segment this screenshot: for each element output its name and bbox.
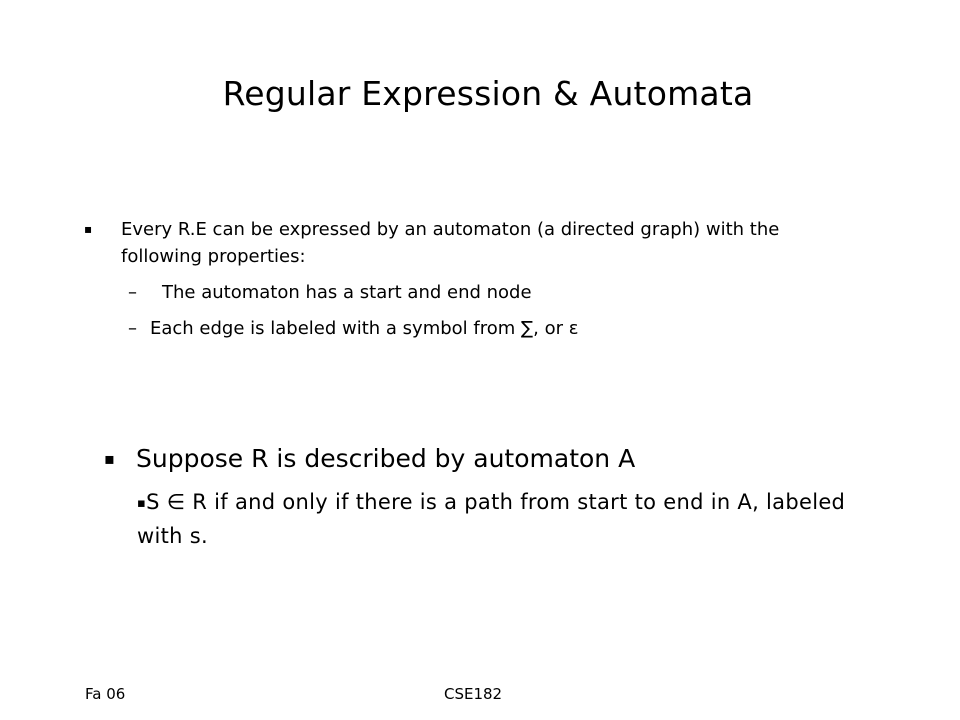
footer-course: CSE182	[444, 685, 503, 703]
footer-term: Fa 06	[85, 685, 126, 703]
sub-item-text: Each edge is labeled with a symbol from ∑, or ε	[150, 318, 579, 339]
bullet-marker-icon: ▪	[84, 222, 93, 236]
bullet-detail	[137, 486, 877, 553]
bullet-automaton-properties	[84, 216, 864, 270]
sub-dash-icon: –	[128, 318, 137, 339]
bullet-text: Suppose R is described by automaton A	[136, 444, 636, 473]
sub-item-text: The automaton has a start and end node	[162, 282, 532, 303]
bullet-suppose	[104, 439, 635, 479]
bullet-marker-icon: ▪	[104, 449, 115, 468]
sub-item-start-end	[128, 279, 532, 306]
slide-title: Regular Expression & Automata	[222, 74, 754, 113]
sub-dash-icon: –	[128, 282, 137, 303]
bullet-text: Every R.E can be expressed by an automaton (a directed graph) with the following properties:	[121, 219, 780, 267]
sub-item-edge-label	[128, 315, 578, 342]
detail-text: S ∈ R if and only if there is a path from start to end in A, labeled with s.	[137, 490, 846, 548]
bullet-marker-icon: ▪	[137, 496, 147, 511]
